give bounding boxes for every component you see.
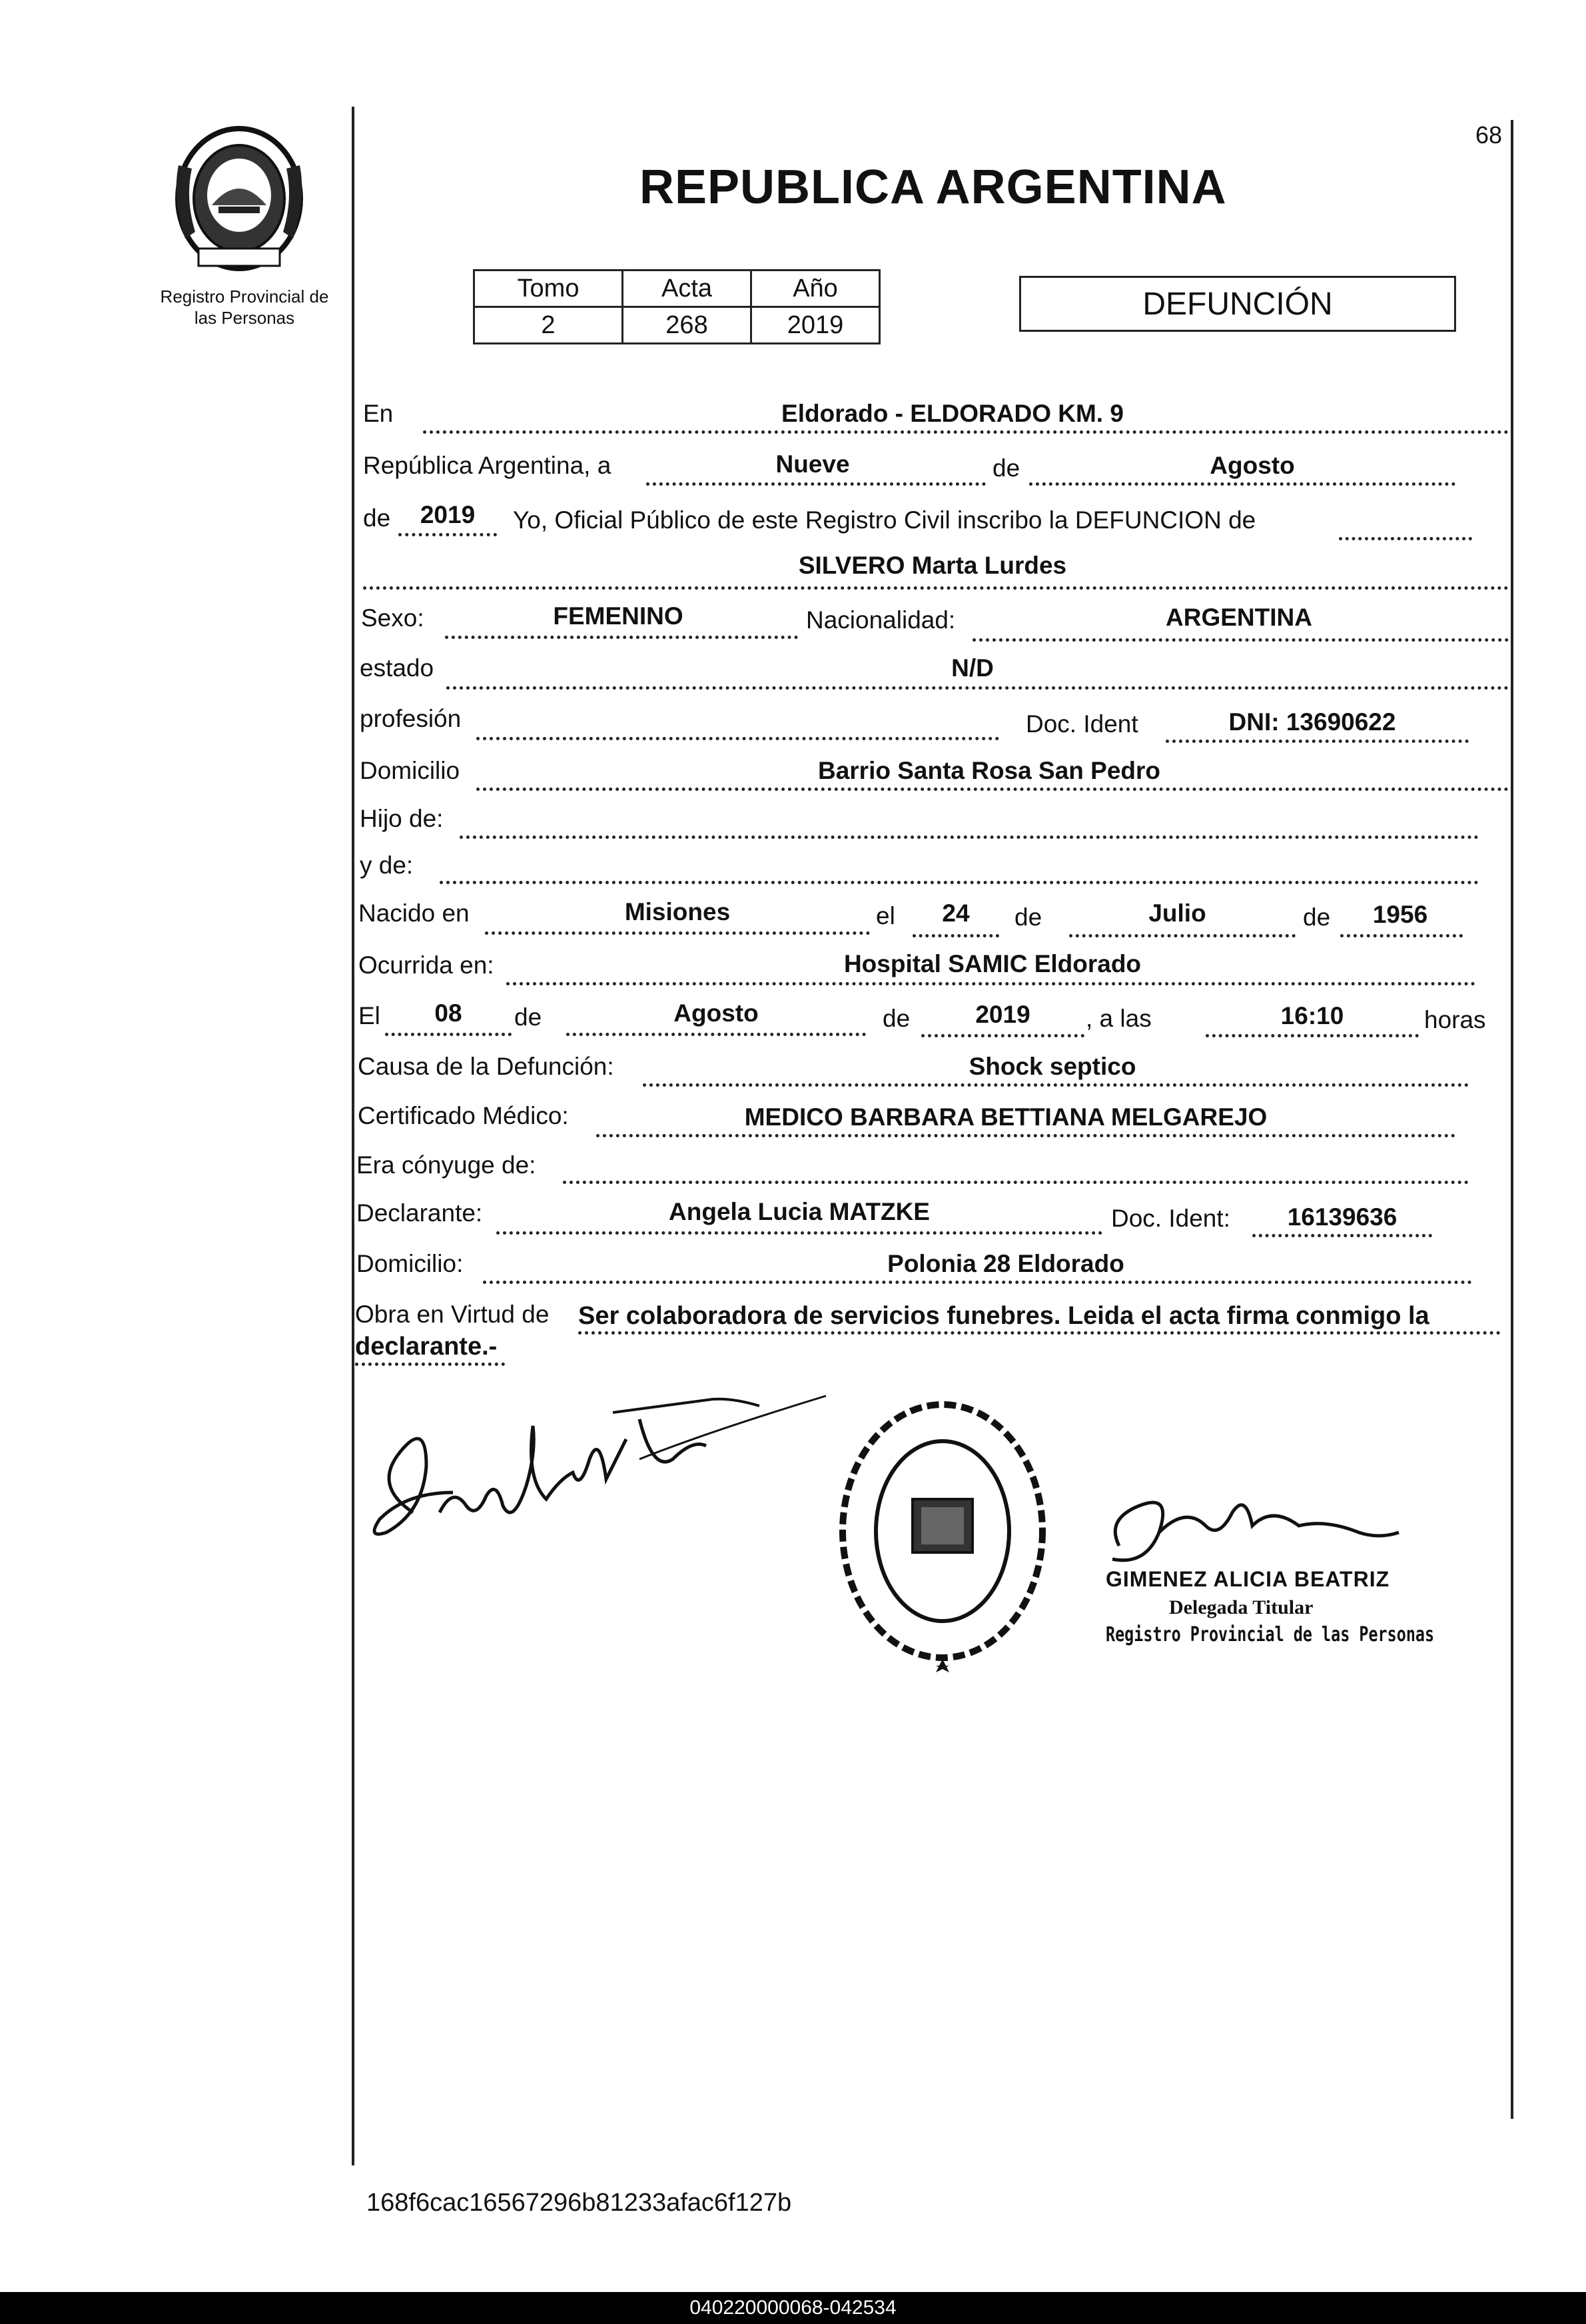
nombre-line	[363, 586, 1509, 590]
def-anio-line	[921, 1034, 1084, 1037]
doc-ident-value: DNI: 13690622	[1228, 708, 1396, 736]
causa-label: Causa de la Defunción:	[358, 1053, 614, 1080]
de4-label: de	[1303, 903, 1331, 931]
nacido-line	[485, 931, 870, 935]
nac-dia: 24	[942, 899, 970, 927]
declarante-value: Angela Lucia MATZKE	[669, 1198, 930, 1225]
nac-dia-line	[913, 934, 999, 937]
anio-line	[398, 533, 497, 536]
en-label: En	[363, 400, 394, 427]
oficial-org: Registro Provincial de las Personas	[1106, 1623, 1435, 1646]
acta-header: Acta	[623, 271, 751, 307]
causa-line	[643, 1083, 1469, 1087]
certificado-line	[596, 1134, 1455, 1137]
estado-label: estado	[360, 654, 434, 682]
nacido-label: Nacido en	[358, 899, 470, 927]
ocurrida-label: Ocurrida en:	[358, 951, 494, 979]
registro-value-row	[474, 307, 880, 344]
hijo-line	[460, 836, 1479, 839]
anio-value: 2019	[751, 307, 880, 344]
declarante-signature	[360, 1379, 839, 1552]
anio-value: 2019	[420, 501, 476, 528]
oficial-signature	[1099, 1466, 1412, 1572]
nac-anio-line	[1340, 934, 1463, 937]
en-line	[423, 430, 1509, 434]
hijo-label: Hijo de:	[360, 805, 444, 832]
nombre-value: SILVERO Marta Lurdes	[798, 552, 1067, 579]
de5-label: de	[514, 1003, 542, 1031]
def-anio: 2019	[975, 1001, 1030, 1028]
page-title: REPUBLICA ARGENTINA	[639, 161, 1227, 214]
profesion-label: profesión	[360, 705, 462, 732]
nacido-value: Misiones	[624, 898, 731, 925]
obra-line2-underline	[355, 1363, 505, 1366]
right-margin-line	[1511, 120, 1513, 2119]
sexo-value: FEMENINO	[553, 602, 683, 630]
declarante-label: Declarante:	[356, 1199, 483, 1227]
ocurrida-line	[506, 982, 1475, 985]
horas-label: horas	[1424, 1006, 1486, 1033]
official-stamp	[816, 1379, 1069, 1692]
obra-line1-underline	[578, 1331, 1501, 1335]
nacionalidad-line	[973, 638, 1509, 642]
domicilio-line	[476, 788, 1509, 791]
de2-label: de	[363, 504, 391, 532]
nacionalidad-label: Nacionalidad:	[806, 606, 956, 634]
obra-label: Obra en Virtud de	[355, 1301, 550, 1328]
de3-label: de	[1014, 903, 1042, 931]
domicilio-label: Domicilio	[360, 757, 460, 784]
barcode-footer	[0, 2292, 1586, 2324]
oficial-nombre: GIMENEZ ALICIA BEATRIZ	[1106, 1567, 1390, 1591]
tomo-value: 2	[474, 307, 623, 344]
en-value: Eldorado - ELDORADO KM. 9	[781, 400, 1124, 427]
tomo-header: Tomo	[474, 271, 623, 307]
def-hora-line	[1206, 1034, 1419, 1037]
el2-label: El	[358, 1002, 380, 1029]
mes-texto: Agosto	[1210, 452, 1295, 479]
dia-texto: Nueve	[775, 450, 850, 478]
domicilio2-line	[483, 1281, 1472, 1284]
republica-label: República Argentina, a	[363, 452, 611, 479]
estado-line	[446, 686, 1509, 690]
dia-line	[646, 482, 986, 486]
declarante-doc-line	[1252, 1234, 1432, 1237]
declarante-doc: 16139636	[1287, 1203, 1397, 1231]
estado-value: N/D	[951, 654, 994, 682]
def-dia: 08	[434, 999, 462, 1027]
doc-ident2-label: Doc. Ident:	[1111, 1205, 1230, 1232]
page-number: 68	[1475, 121, 1503, 149]
registro-table	[473, 269, 881, 344]
de6-label: de	[883, 1005, 911, 1032]
doc-type-label: DEFUNCIÓN	[1142, 286, 1333, 322]
nacionalidad-value: ARGENTINA	[1166, 604, 1312, 631]
sexo-label: Sexo:	[361, 604, 424, 632]
obra-line1: Ser colaboradora de servicios funebres. Leida el acta firma conmigo la	[578, 1302, 1429, 1330]
domicilio2-label: Domicilio:	[356, 1250, 464, 1277]
profesion-line	[476, 737, 999, 740]
org-name-line1: Registro Provincial de	[160, 287, 329, 306]
causa-value: Shock septico	[969, 1053, 1136, 1080]
mes-line	[1029, 482, 1455, 486]
yde-line	[440, 881, 1479, 884]
oficial-cargo: Delegada Titular	[1169, 1596, 1314, 1618]
nac-anio: 1956	[1372, 901, 1428, 928]
obra-line2: declarante.-	[355, 1333, 498, 1361]
de1-label: de	[992, 454, 1020, 482]
def-dia-line	[385, 1033, 512, 1036]
yde-label: y de:	[360, 852, 414, 879]
doc-ident-label: Doc. Ident	[1026, 710, 1138, 738]
conyuge-label: Era cónyuge de:	[356, 1151, 536, 1179]
org-name-line2: las Personas	[194, 308, 295, 328]
def-mes: Agosto	[673, 999, 759, 1027]
acta-value: 268	[623, 307, 751, 344]
doc-type-box	[1019, 276, 1456, 332]
document-hash: 168f6cac16567296b81233afac6f127b	[366, 2189, 792, 2217]
oficial-text: Yo, Oficial Público de este Registro Civil inscribo la DEFUNCION de	[513, 506, 1256, 534]
barcode-text: 040220000068-042534	[689, 2297, 897, 2319]
conyuge-line	[563, 1181, 1469, 1184]
domicilio-value: Barrio Santa Rosa San Pedro	[817, 757, 1161, 784]
doc-ident-line	[1166, 740, 1469, 743]
provincial-seal	[165, 119, 313, 276]
ocurrida-value: Hospital SAMIC Eldorado	[843, 950, 1142, 977]
registro-header-row	[474, 271, 880, 307]
domicilio2-value: Polonia 28 Eldorado	[887, 1250, 1124, 1277]
nac-mes: Julio	[1148, 899, 1206, 927]
declarante-line	[496, 1231, 1102, 1235]
el-label: el	[876, 902, 895, 929]
nac-mes-line	[1069, 934, 1296, 937]
left-margin-line	[352, 107, 354, 2165]
anio-header: Año	[751, 271, 880, 307]
def-mes-line	[566, 1033, 866, 1036]
def-hora: 16:10	[1280, 1002, 1344, 1029]
oficial-end-line	[1339, 537, 1472, 540]
certificado-value: MEDICO BARBARA BETTIANA MELGAREJO	[744, 1103, 1268, 1131]
sexo-line	[445, 636, 798, 639]
certificado-label: Certificado Médico:	[358, 1102, 569, 1129]
alas-label: , a las	[1086, 1005, 1152, 1032]
